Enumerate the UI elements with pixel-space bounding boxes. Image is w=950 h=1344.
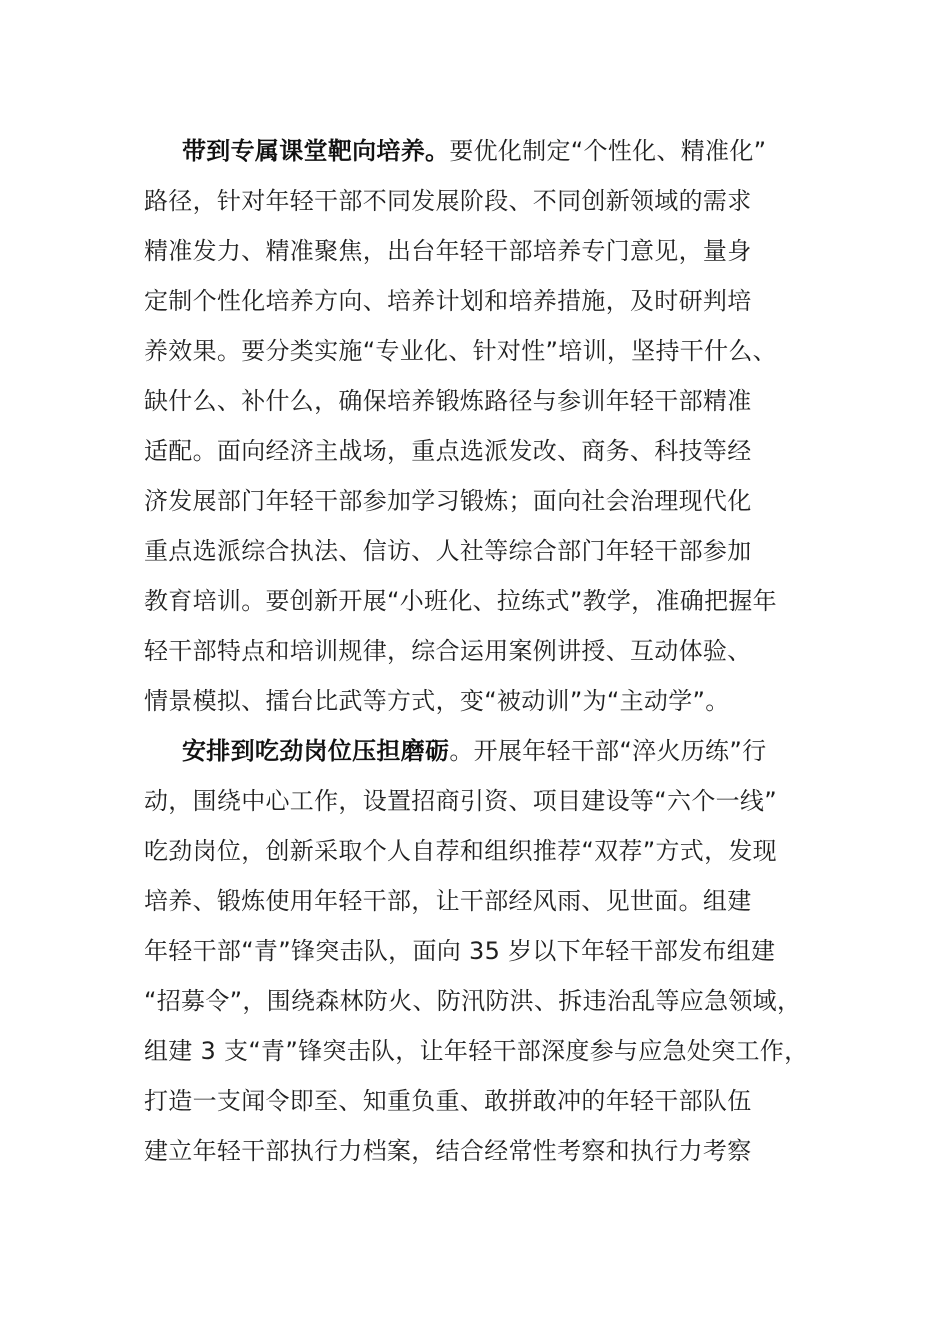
paragraph-post-tempering (144, 726, 834, 1176)
paragraph-line: 吃劲岗位，创新采取个人自荐和组织推荐“双荐”方式，发现 (144, 837, 777, 865)
paragraph-line: 轻干部特点和培训规律，综合运用案例讲授、互动体验、 (144, 637, 752, 665)
paragraph-line: 精准发力、精准聚焦，出台年轻干部培养专门意见，量身 (144, 237, 752, 265)
paragraph-line: 适配。面向经济主战场，重点选派发改、商务、科技等经 (144, 437, 752, 465)
paragraph-line: “招募令”，围绕森林防火、防汛防洪、拆违治乱等应急领域， (144, 987, 802, 1015)
paragraph-line: 重点选派综合执法、信访、人社等综合部门年轻干部参加 (144, 537, 752, 565)
paragraph-line: 教育培训。要创新开展“小班化、拉练式”教学，准确把握年 (144, 587, 777, 615)
paragraph-line: 情景模拟、擂台比武等方式，变“被动训”为“主动学”。 (144, 687, 730, 715)
paragraph-line: 动，围绕中心工作，设置招商引资、项目建设等“六个一线” (144, 787, 777, 815)
paragraph-line (144, 726, 834, 776)
paragraph-line: 路径，针对年轻干部不同发展阶段、不同创新领域的需求 (144, 187, 752, 215)
paragraph-heading: 安排到吃劲岗位压担磨砺 (182, 737, 450, 765)
paragraph-text: 要优化制定“个性化、精准化” (449, 137, 767, 165)
paragraph-line: 缺什么、补什么，确保培养锻炼路径与参训年轻干部精准 (144, 387, 752, 415)
paragraph-line: 组建 3 支“青”锋突击队，让年轻干部深度参与应急处突工作， (144, 1037, 809, 1065)
paragraph-line: 养效果。要分类实施“专业化、针对性”培训，坚持干什么、 (144, 337, 777, 365)
paragraph-heading: 带到专属课堂靶向培养。 (182, 137, 450, 165)
paragraph-line (144, 126, 834, 176)
paragraph-line: 建立年轻干部执行力档案，结合经常性考察和执行力考察 (144, 1137, 752, 1165)
paragraph-targeted-training (144, 126, 834, 726)
paragraph-line: 定制个性化培养方向、培养计划和培养措施，及时研判培 (144, 287, 752, 315)
paragraph-line: 培养、锻炼使用年轻干部，让干部经风雨、见世面。组建 (144, 887, 752, 915)
paragraph-line: 济发展部门年轻干部参加学习锻炼；面向社会治理现代化 (144, 487, 752, 515)
paragraph-line: 打造一支闻令即至、知重负重、敢拼敢冲的年轻干部队伍 (144, 1087, 752, 1115)
paragraph-line: 年轻干部“青”锋突击队，面向 35 岁以下年轻干部发布组建 (144, 937, 776, 965)
paragraph-text: 。开展年轻干部“淬火历练”行 (449, 737, 767, 765)
